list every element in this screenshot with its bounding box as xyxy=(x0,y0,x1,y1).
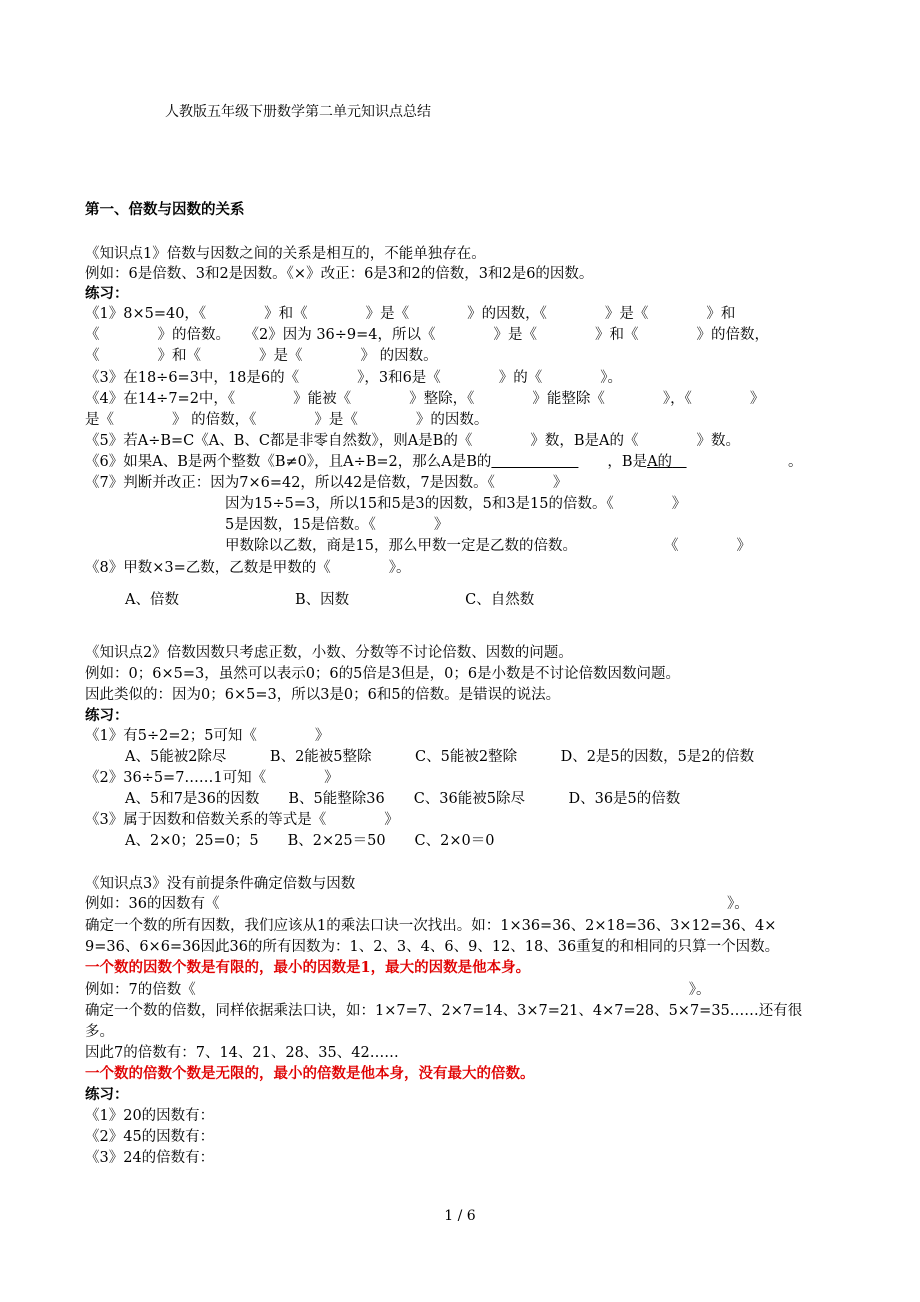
kp2-practice-label: 练习： xyxy=(85,707,129,724)
kp1-q3: 《3》在18÷6=3中，18是6的《 》，3和6是《 》的《 》。 xyxy=(85,370,623,386)
kp1-q1-line2: 《 》的倍数。 《2》因为 36÷9=4，所以《 》是《 》和《 》的倍数， xyxy=(85,327,770,343)
kp2-similar: 因此类似的：因为0；6×5=3，所以3是0；6和5的倍数。是错误的说法。 xyxy=(85,687,561,703)
kp3-p2: 《2》45的因数有： xyxy=(85,1129,215,1145)
kp1-q4-line1: 《4》在14÷7=2中，《 》能被《 》整除，《 》能整除《 》，《 》 xyxy=(85,391,765,407)
page-number: 1 / 6 xyxy=(444,1208,476,1224)
kp3-desc1-line1: 确定一个数的所有因数，我们应该从1的乘法口诀一次找出。如：1×36=36、2×18=36、3×12=36、4× xyxy=(85,918,777,934)
kp2-q1-options: A、5能被2除尽 B、2能被5整除 C、5能被2整除 D、2是5的因数，5是2的倍数 xyxy=(125,749,755,765)
kp1-q7-line4: 甲数除以乙数，商是15，那么甲数一定是乙数的倍数。 《 》 xyxy=(225,538,751,554)
kp3-heading: 《知识点3》没有前提条件确定倍数与因数 xyxy=(85,876,356,892)
kp1-q8: 《8》甲数×3=乙数，乙数是甲数的《 》。 xyxy=(85,560,411,576)
document-title: 人教版五年级下册数学第二单元知识点总结 xyxy=(165,104,431,120)
kp2-example: 例如：0；6×5=3，虽然可以表示0；6的5倍是3但是，0；6是小数是不讨论倍数因数问题。 xyxy=(85,666,681,682)
kp1-q6-text2: ，B是 xyxy=(578,454,648,470)
kp3-p3: 《3》24的倍数有： xyxy=(85,1150,215,1166)
kp3-example2: 例如：7的倍数《 》。 xyxy=(85,982,711,998)
kp1-q6-text3: A的 xyxy=(647,454,673,470)
kp3-desc1-line2: 9=36、6×6=36因此36的所有因数为：1、2、3、4、6、9、12、18、36重复的和相同的只算一个因数。 xyxy=(85,939,780,955)
kp3-practice-label: 练习： xyxy=(85,1086,129,1103)
kp2-q1: 《1》有5÷2=2；5可知《 》 xyxy=(85,728,330,744)
kp1-q1-line3: 《 》和《 》是《 》 的因数。 xyxy=(85,348,438,364)
kp2-q2: 《2》36÷5=7……1可知《 》 xyxy=(85,770,339,786)
kp3-rule2: 一个数的倍数个数是无限的，最小的倍数是他本身，没有最大的倍数。 xyxy=(85,1065,535,1082)
kp1-q6-text: 《6》如果A、B是两个整数《B≠0》，且A÷B=2，那么A是B的 xyxy=(85,454,492,470)
kp2-heading: 《知识点2》倍数因数只考虑正数，小数、分数等不讨论倍数、因数的问题。 xyxy=(85,645,573,661)
kp1-example: 例如：6是倍数、3和2是因数。《×》改正：6是3和2的倍数，3和2是6的因数。 xyxy=(85,266,594,282)
kp1-q7-line1: 《7》判断并改正：因为7×6=42，所以42是倍数，7是因数。《 》 xyxy=(85,475,568,491)
kp2-q2-options: A、5和7是36的因数 B、5能整除36 C、36能被5除尽 D、36是5的倍数 xyxy=(125,791,681,807)
kp3-desc2-line2: 多。 xyxy=(85,1024,114,1040)
kp1-heading: 《知识点1》倍数与因数之间的关系是相互的，不能单独存在。 xyxy=(85,246,486,262)
kp1-q6 xyxy=(85,452,803,472)
kp3-desc2-line3: 因此7的倍数有：7、14、21、28、35、42…… xyxy=(85,1045,399,1061)
kp3-example1: 例如：36的因数有《 》。 xyxy=(85,896,749,912)
kp1-q1-line1: 《1》8×5=40，《 》和《 》是《 》的因数，《 》是《 》和 xyxy=(85,306,736,322)
section-heading: 第一、倍数与因数的关系 xyxy=(85,201,245,218)
kp1-q7-line3: 5是因数，15是倍数。《 》 xyxy=(225,517,449,533)
kp1-q8-options: A、倍数 B、因数 C、自然数 xyxy=(125,592,535,608)
kp1-q5: 《5》若A÷B=C《A、B、C都是非零自然数》，则A是B的《 》数，B是A的《 》数。 xyxy=(85,433,740,449)
kp3-p1: 《1》20的因数有： xyxy=(85,1108,215,1124)
kp1-q4-line2: 是《 》 的倍数，《 》是《 》的因数。 xyxy=(85,412,489,428)
kp3-rule1: 一个数的因数个数是有限的，最小的因数是1，最大的因数是他本身。 xyxy=(85,959,531,976)
kp1-q6-blank2 xyxy=(672,454,687,470)
kp1-practice-label: 练习： xyxy=(85,285,129,302)
kp3-desc2-line1: 确定一个数的倍数，同样依据乘法口诀，如：1×7=7、2×7=14、3×7=21、4×7=28、5×7=35……还有很 xyxy=(85,1003,803,1019)
kp1-q7-line2: 因为15÷5=3，所以15和5是3的因数，5和3是15的倍数。《 》 xyxy=(225,496,687,512)
kp2-q3: 《3》属于因数和倍数关系的等式是《 》 xyxy=(85,812,399,828)
kp2-q3-options: A、2×0；25=0；5 B、2×25＝50 C、2×0＝0 xyxy=(125,833,495,849)
kp1-q6-blank1 xyxy=(491,454,578,470)
kp1-q6-end: 。 xyxy=(686,454,803,470)
